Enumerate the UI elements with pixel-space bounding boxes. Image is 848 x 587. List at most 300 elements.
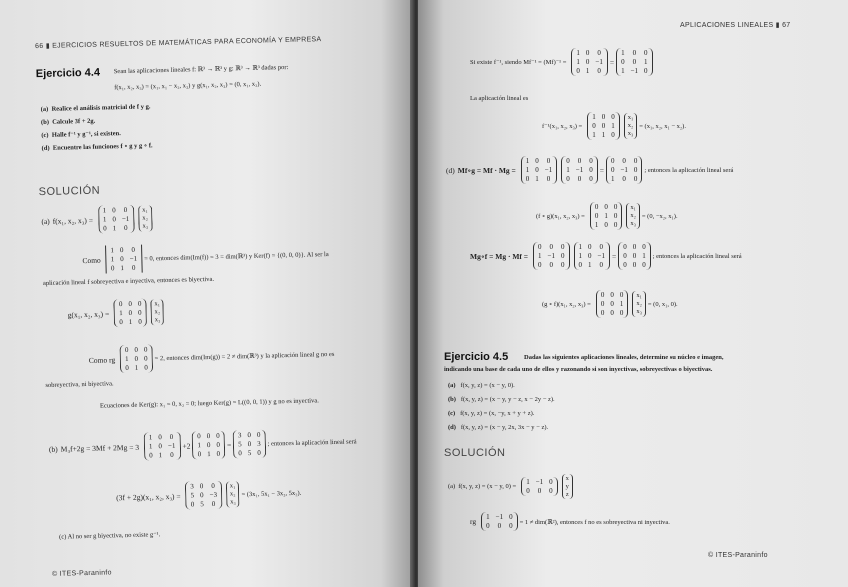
matrix-cell: 0 xyxy=(537,487,542,496)
gf-rhs: = (0, x₁, 0). xyxy=(647,300,678,308)
exercise-4-4-title: Ejercicio 4.4 xyxy=(35,66,101,81)
matrix-cell: 0 xyxy=(206,441,211,450)
matrix-cell: 0 xyxy=(599,261,603,270)
matrix-cell: 0 xyxy=(644,67,648,76)
matrix-cell: 3 xyxy=(257,439,261,448)
matrix-cell: 0 xyxy=(128,308,133,317)
matrix-cell: −1 xyxy=(121,214,130,224)
matrix-cell: 1 xyxy=(128,317,133,327)
vector-cell: x xyxy=(565,475,569,482)
matrix-cell: 1 xyxy=(642,252,646,261)
matrix-cell: 0 xyxy=(134,345,139,354)
matrix-cell: 0 xyxy=(125,364,129,373)
matrix-cell: 0 xyxy=(190,500,195,509)
matrix-cell: 0 xyxy=(600,309,605,318)
matrix-d2-a xyxy=(533,242,569,270)
matrix-cell: 0 xyxy=(577,175,582,184)
matrix-cell: 0 xyxy=(561,252,565,261)
task-label: (d) xyxy=(448,424,456,431)
matrix-cell: 0 xyxy=(206,431,211,441)
matrix-ex2-a xyxy=(521,477,557,496)
matrix-cell: −1 xyxy=(547,252,555,261)
matrix-cell: 0 xyxy=(613,221,618,230)
matrix-cell: −1 xyxy=(495,513,504,521)
matrix-cell: 0 xyxy=(561,261,565,270)
matrix-cell: 0 xyxy=(103,224,107,233)
matrix-cell: 0 xyxy=(525,175,530,184)
matrix-cell: 0 xyxy=(633,175,638,184)
vector-cell: x₃ xyxy=(636,307,642,315)
rank-matrix xyxy=(481,512,517,531)
mfg-expression: (d) Mf∘g = Mf · Mg = 1 0 0 1 0 −1 0 1 0 0 0 0 1 −1 0 0 0 0 = 0 0 0 0 −1 0 1 0 0 ; entonces la aplicación lineal será xyxy=(446,157,734,184)
task-label: (d) xyxy=(41,144,50,153)
matrix-cell: 0 xyxy=(197,432,201,441)
matrix-cell: 0 xyxy=(578,261,582,270)
matrix-d1-a xyxy=(521,156,557,184)
rank-g-text-2: sobreyectiva, ni biyectiva. xyxy=(45,380,114,390)
matrix-cell: 0 xyxy=(509,522,513,531)
matrix-cell: 0 xyxy=(256,430,261,439)
rank-line xyxy=(470,512,670,531)
matrix-cell: 1 xyxy=(576,49,580,57)
task-label: (a) xyxy=(40,105,49,114)
matrix-cell: 0 xyxy=(623,261,627,270)
m3f2g-expression: (b) M₃f+2g = 3Mf + 2Mg = 3 1 0 0 1 0 −1 0 1 0 +2 0 0 0 1 0 0 0 1 0 = 3 0 0 5 0 3 0 5 0 ; entonces la aplicación lineal será xyxy=(48,430,357,460)
rank-text: = 1 ≠ dim(ℝ²), entonces f no es sobreyectiva ni inyectiva. xyxy=(519,518,670,526)
matrix-cell: 1 xyxy=(207,450,211,459)
matrix-cell: 0 xyxy=(238,449,242,458)
matrix-cell: 1 xyxy=(102,206,107,215)
vector-cell: x₁ xyxy=(630,204,636,212)
matrix-cell: 0 xyxy=(623,243,627,251)
matrix-cell: 0 xyxy=(632,261,637,270)
matrix-cell: 0 xyxy=(112,206,116,215)
matrix-cell: 0 xyxy=(197,450,202,459)
matrix-cell: 5 xyxy=(200,500,204,509)
matrix-cell: 0 xyxy=(623,252,627,261)
matrix-cell: 0 xyxy=(610,157,615,165)
matrix-cell: 0 xyxy=(576,67,580,76)
matrix-g xyxy=(114,299,147,328)
vector-cell: x₂ xyxy=(142,214,148,222)
matrix-cell: 1 xyxy=(110,255,115,264)
matrix-cell: −1 xyxy=(535,478,544,487)
matrix-cell: 0 xyxy=(633,166,638,175)
matrix-cell: 1 xyxy=(578,243,582,251)
g-lhs: g(x₁, x₂, x₃) = xyxy=(67,308,110,320)
x-vector xyxy=(626,203,640,228)
x-vector xyxy=(138,206,152,232)
matrix-cell: 1 xyxy=(611,122,615,131)
task-d xyxy=(42,143,153,152)
exercise-4-4-definition: f(x₁, x₂, x₃) = (x₁, x₁ − x₂, x₃) y g(x₁, x₂, x₃) = (0, x₁, x₂). xyxy=(114,80,262,92)
matrix-cell: 0 xyxy=(600,291,605,299)
det-f-line xyxy=(82,240,329,274)
matrix-cell: 1 xyxy=(601,131,606,140)
matrix-cell: 0 xyxy=(642,243,646,251)
matrix-cell: 0 xyxy=(613,203,618,211)
matrix-cell: 1 xyxy=(619,300,624,309)
matrix-cell: 0 xyxy=(144,363,148,372)
matrix-cell: 0 xyxy=(597,67,601,76)
exercise-4-5-title: Ejercicio 4.5 xyxy=(444,351,509,363)
ex2-task-c xyxy=(448,411,534,418)
matrix-cell: 0 xyxy=(247,431,252,440)
matrix-cell: 0 xyxy=(526,487,530,496)
matrix-cell: 1 xyxy=(134,363,139,372)
matrix-cell: 0 xyxy=(169,432,174,441)
matrix-cell: 0 xyxy=(216,440,221,449)
matrix-cell: 0 xyxy=(619,291,624,299)
matrix-cell: 0 xyxy=(486,522,490,531)
matrix-cell: 0 xyxy=(546,157,551,165)
matrix-cell: 1 xyxy=(566,166,570,175)
matrix-cell: 0 xyxy=(137,299,142,308)
matrix-cell: 1 xyxy=(125,355,129,364)
matrix-cell: 0 xyxy=(158,442,163,451)
matrix-cell: 1 xyxy=(592,131,596,140)
matrix-cell: 0 xyxy=(589,157,593,165)
matrix-cell: −1 xyxy=(167,441,176,451)
matrix-cell: 0 xyxy=(644,49,648,57)
vector-cell: x₁ xyxy=(154,300,161,308)
matrix-cell: 0 xyxy=(622,157,626,165)
matrix-cell: −1 xyxy=(630,67,639,76)
matrix-cell: −1 xyxy=(129,254,138,263)
matrix-cell: −1 xyxy=(620,166,628,175)
matrix-cell: 0 xyxy=(134,354,139,363)
matrix-cell: 0 xyxy=(143,345,148,354)
vector-cell: x₁ xyxy=(142,206,148,214)
vector-cell: x₃ xyxy=(627,129,634,137)
matrix-cell: 0 xyxy=(589,166,593,175)
matrix-cell: 1 xyxy=(148,442,153,451)
matrix-cell: 1 xyxy=(119,309,123,318)
left-footer: © ITES-Paraninfo xyxy=(51,569,112,578)
part-a-label: (a) xyxy=(448,483,456,491)
right-page-header: APLICACIONES LINEALES ▮ 67 xyxy=(680,22,791,29)
matrix-cell: 0 xyxy=(585,58,590,67)
matrix-cell: 0 xyxy=(610,309,614,318)
f-inverse-result xyxy=(542,112,686,140)
matrix-cell: 0 xyxy=(199,482,204,491)
matrix-cell: 1 xyxy=(621,67,625,76)
matrix-cell: 0 xyxy=(601,113,606,121)
det-f-text-2: aplicación lineal f sobreyectiva e inyectiva, entonces es biyectiva. xyxy=(42,275,215,288)
f-inverse-rhs: = (x₁, x₂, x₁ − x₂). xyxy=(639,122,686,130)
m3f2g-lhs: M₃f+2g = 3Mf + 2Mg = 3 xyxy=(60,442,140,454)
task-label: (b) xyxy=(40,118,50,127)
matrix-cell: 1 xyxy=(538,252,542,261)
matrix-cell: 0 xyxy=(610,291,614,299)
matrix-cell: −1 xyxy=(597,252,605,261)
matrix-cell: 0 xyxy=(158,433,162,442)
ex2-task-a xyxy=(448,383,515,390)
vector-cell: x₃ xyxy=(142,222,149,230)
matrix-cell: 0 xyxy=(216,431,220,440)
matrix-cell: 0 xyxy=(610,166,615,175)
matrix-cell: 0 xyxy=(604,221,608,230)
matrix-cell: 0 xyxy=(247,440,252,449)
matrix-cell: 1 xyxy=(525,166,530,175)
matrix-cell: 0 xyxy=(119,246,124,255)
task-text: Encuentre las funciones f ∘ g y g ∘ f. xyxy=(52,142,153,152)
matrix-cell: 0 xyxy=(566,157,570,165)
ex2-a-expression xyxy=(448,474,575,499)
matrix-cell: 0 xyxy=(600,300,605,309)
vector-cell: x₁ xyxy=(636,292,642,300)
matrix-cell: 3 xyxy=(190,482,194,491)
vector-cell: x₂ xyxy=(636,300,642,308)
matrix-cell: 0 xyxy=(621,58,625,67)
f-lhs: f(x₁, x₂, x₃) = xyxy=(52,215,94,226)
matrix-cell: 0 xyxy=(535,157,539,165)
matrix-cell: 0 xyxy=(585,49,590,57)
gf-lhs: (g ∘ f)(x₁, x₂, x₃) = xyxy=(542,301,591,309)
matrix-cell: 0 xyxy=(257,448,261,457)
3f2g-result xyxy=(116,479,302,512)
task-text: f(x, y, z) = (x − y, 2x, 3x − y − z). xyxy=(460,424,549,431)
matrix-cell: 5 xyxy=(247,449,252,458)
matrix-cell: 0 xyxy=(131,245,136,254)
fg-result xyxy=(536,202,678,230)
task-text: Realice el análisis matricial de f y g. xyxy=(51,103,151,113)
matrix-d1-b xyxy=(561,156,597,184)
vector-cell: x₂ xyxy=(229,490,236,498)
matrix-cell: 1 xyxy=(486,513,490,521)
matrix-cell: −3 xyxy=(209,490,218,500)
matrix-cell: 1 xyxy=(535,175,539,184)
matrix-cell: 0 xyxy=(642,261,646,270)
matrix-cell: 1 xyxy=(604,212,608,221)
x-vector xyxy=(150,299,164,325)
matrix-f-inverse-result xyxy=(587,112,620,140)
task-label: (a) xyxy=(448,382,456,389)
matrix-fg xyxy=(590,202,623,230)
part-d-label: (d) xyxy=(446,165,455,175)
matrix-cell: 0 xyxy=(613,212,618,221)
matrix-cell: 1 xyxy=(578,252,582,261)
vector-cell: x₃ xyxy=(154,316,161,324)
matrix-d2-c xyxy=(618,242,651,270)
task-text: f(x, y, z) = (x − y, y − z, x − 2y − z). xyxy=(460,396,555,403)
vector-cell: z xyxy=(565,490,569,498)
det-f-text: = 0, entonces dim(Im(f)) = 3 = dim(ℝ³) y Ker(f) = {(0, 0, 0)}. Al ser la xyxy=(144,251,329,263)
matrix-cell: 0 xyxy=(149,451,153,460)
matrix-cell: 1 xyxy=(158,451,163,460)
matrix-cell: 0 xyxy=(610,300,614,309)
vector-cell: x₁ xyxy=(229,482,236,490)
matrix-cell: 0 xyxy=(632,243,637,251)
task-text: Halle f⁻¹ y g⁻¹, si existen. xyxy=(51,130,121,139)
matrix-cell: 0 xyxy=(597,49,601,57)
matrix-d2-b xyxy=(574,242,610,270)
right-page xyxy=(418,0,848,587)
solution-heading-2: SOLUCIÓN xyxy=(444,447,506,459)
matrix-cell: 0 xyxy=(592,122,596,131)
matrix-cell: 0 xyxy=(509,513,513,521)
matrix-cell: 0 xyxy=(633,157,638,165)
mgf-text: ; entonces la aplicación lineal será xyxy=(652,252,742,260)
task-a xyxy=(41,104,151,113)
f-matrix-expression xyxy=(41,204,154,235)
matrix-cell: 1 xyxy=(110,246,115,255)
matrix-cell: 0 xyxy=(549,487,553,496)
matrix-cell: 0 xyxy=(120,255,124,264)
matrix-cell: 0 xyxy=(577,157,582,165)
matrix-cell: 0 xyxy=(199,491,204,500)
matrix-cell: 0 xyxy=(601,122,606,131)
matrix-cell: 1 xyxy=(592,113,596,121)
matrix-cell: 5 xyxy=(190,491,195,500)
ex2-task-d xyxy=(448,425,548,432)
matrix-cell: 0 xyxy=(216,449,221,458)
matrix-cell: 1 xyxy=(526,478,530,487)
matrix-cell: 1 xyxy=(610,175,615,184)
matrix-cell: 0 xyxy=(124,224,128,233)
task-b xyxy=(41,119,95,127)
task-label: (c) xyxy=(448,410,456,417)
m3f2g-text: ; entonces la aplicación lineal será xyxy=(267,437,357,448)
matrix-3f-2g-b xyxy=(185,481,222,510)
ex2-task-b xyxy=(448,397,555,404)
matrix-cell: 0 xyxy=(611,113,615,121)
matrix-cell: 1 xyxy=(120,264,125,273)
matrix-3f-2g xyxy=(233,430,266,459)
como-label: Como xyxy=(82,255,101,265)
matrix-cell: 0 xyxy=(110,264,115,273)
matrix-d1-c xyxy=(606,156,642,184)
exercise-4-5-intro: Dadas las siguientes aplicaciones lineales, determine su núcleo e imagen, xyxy=(524,354,724,361)
matrix-cell: 3 xyxy=(237,431,242,440)
matrix-cell: 1 xyxy=(588,261,592,270)
x-vector xyxy=(624,113,638,138)
matrix-cell: −1 xyxy=(575,166,584,175)
matrix-f-copy xyxy=(144,432,181,461)
matrix-cell: 0 xyxy=(128,299,133,308)
matrix-cell: 0 xyxy=(138,317,142,326)
fg-lhs: (f ∘ g)(x₁, x₂, x₃) = xyxy=(536,213,585,221)
matrix-cell: 0 xyxy=(632,252,637,261)
matrix-cell: 0 xyxy=(538,261,542,270)
matrix-cell: 0 xyxy=(632,49,637,57)
matrix-cell: 0 xyxy=(604,203,608,211)
matrix-cell: 0 xyxy=(549,243,554,251)
matrix-cell: 0 xyxy=(566,175,570,184)
right-footer: © ITES-Paraninfo xyxy=(708,552,768,559)
part-c-text: (c) Al no ser g biyectiva, no existe g⁻¹. xyxy=(59,531,161,541)
matrix-cell: 0 xyxy=(549,478,553,487)
matrix-cell: 0 xyxy=(589,175,593,184)
matrix-cell: 0 xyxy=(138,308,142,317)
matrix-cell: 0 xyxy=(131,263,136,272)
matrix-cell: 0 xyxy=(112,215,117,224)
matrix-cell: 1 xyxy=(585,67,590,76)
f-inverse-lhs: f⁻¹(x₁, x₂, x₃) = xyxy=(542,123,583,131)
matrix-f-inverse xyxy=(616,48,652,76)
x-vector xyxy=(226,482,240,508)
matrix-cell: 0 xyxy=(124,345,129,355)
rank-g-text: = 2, entonces dim(Im(g)) = 2 ≠ dim(ℝ³) y la aplicación lineal g no es xyxy=(154,350,335,363)
vector-cell: x₃ xyxy=(230,498,236,506)
task-text: f(x, y, z) = (x, −y, x + y + z). xyxy=(460,410,535,417)
rank-g-line xyxy=(88,340,334,374)
matrix-cell: 0 xyxy=(119,318,123,327)
task-label: (b) xyxy=(448,396,456,403)
matrix-cell: 0 xyxy=(594,203,599,211)
matrix-cell: −1 xyxy=(595,58,603,67)
vector-cell: y xyxy=(565,482,569,490)
matrix-cell: 0 xyxy=(170,450,174,460)
matrix-cell: −1 xyxy=(544,166,553,175)
3f2g-lhs: (3f + 2g)(x₁, x₂, x₃) = xyxy=(116,491,181,502)
f-inverse-text: Si existe f⁻¹, siendo Mf⁻¹ = (Mf)⁻¹ = xyxy=(470,59,567,67)
vector-cell: x₂ xyxy=(154,308,161,316)
matrix-cell: 0 xyxy=(619,309,624,318)
vector-cell: x₃ xyxy=(630,219,636,227)
matrix-cell: 0 xyxy=(538,243,542,251)
ex2-a-lhs: f(x, y, z) = (x − y, 0) = xyxy=(458,483,517,491)
mfg-text: ; entonces la aplicación lineal será xyxy=(644,166,734,174)
fg-rhs: = (0, −x₂, x₁). xyxy=(641,212,678,220)
task-c xyxy=(41,131,121,139)
f-inverse-line2: La aplicación lineal es xyxy=(470,95,529,102)
x-vector xyxy=(632,291,646,316)
solution-heading: SOLUCIÓN xyxy=(38,184,101,199)
matrix-cell: 0 xyxy=(611,131,615,140)
xyz-vector xyxy=(562,474,573,499)
rank-matrix-g xyxy=(120,344,153,373)
matrix-cell: 0 xyxy=(211,481,215,490)
matrix-cell: 0 xyxy=(497,522,502,531)
task-label: (c) xyxy=(41,131,49,140)
matrix-f-inverse-mid xyxy=(571,48,607,76)
matrix-cell: 0 xyxy=(118,300,123,309)
como-rg-label: Como rg xyxy=(88,354,116,365)
matrix-cell: 0 xyxy=(588,243,592,251)
mgf-expression: Mg∘f = Mg · Mf = 0 0 0 1 −1 0 0 0 0 1 0 0 1 0 −1 0 1 0 = 0 0 0 0 0 1 0 0 0 ; entonces la aplicación lineal será xyxy=(470,243,742,270)
matrix-cell: 0 xyxy=(632,58,637,67)
gf-result xyxy=(542,290,678,318)
matrix-f xyxy=(98,205,135,234)
vector-cell: x₂ xyxy=(627,122,634,130)
matrix-cell: 0 xyxy=(144,354,148,363)
part-a-label: (a) xyxy=(41,216,50,226)
mfg-lhs: Mf∘g = Mf · Mg = xyxy=(457,165,516,175)
ker-g-text: Ecuaciones de Ker(g): x₁ = 0, x₂ = 0; luego Ker(g) = L((0, 0, 1)) y g no es inyectiva. xyxy=(99,397,319,410)
matrix-cell: 0 xyxy=(588,252,592,261)
matrix-cell: 0 xyxy=(546,175,551,184)
matrix-cell: 0 xyxy=(535,166,539,175)
matrix-cell: 0 xyxy=(561,243,565,251)
vector-cell: x₂ xyxy=(630,212,636,220)
matrix-cell: 0 xyxy=(549,261,554,270)
left-page xyxy=(0,0,414,587)
part-b-label: (b) xyxy=(48,444,58,454)
task-text: Calcule 3f + 2g. xyxy=(52,117,96,126)
matrix-cell: 1 xyxy=(594,221,599,230)
left-page-header: 66 ▮ EJERCICIOS RESUELTOS DE MATEMÁTICAS PARA ECONOMÍA Y EMPRESA xyxy=(35,36,322,51)
exercise-4-5-intro-2: indicando una base de cada uno de ellos y razonando si son inyectivas, sobreyectivas o biyectivas. xyxy=(444,366,713,373)
matrix-cell: 0 xyxy=(123,205,128,215)
g-matrix-expression xyxy=(67,298,166,329)
matrix-g-copy xyxy=(192,431,225,460)
matrix-cell: 1 xyxy=(621,49,625,57)
matrix-cell: 1 xyxy=(197,441,202,450)
matrix-cell: 1 xyxy=(148,433,153,442)
task-text: f(x, y, z) = (x − y, 0). xyxy=(460,382,515,389)
vector-cell: x₁ xyxy=(627,114,634,122)
